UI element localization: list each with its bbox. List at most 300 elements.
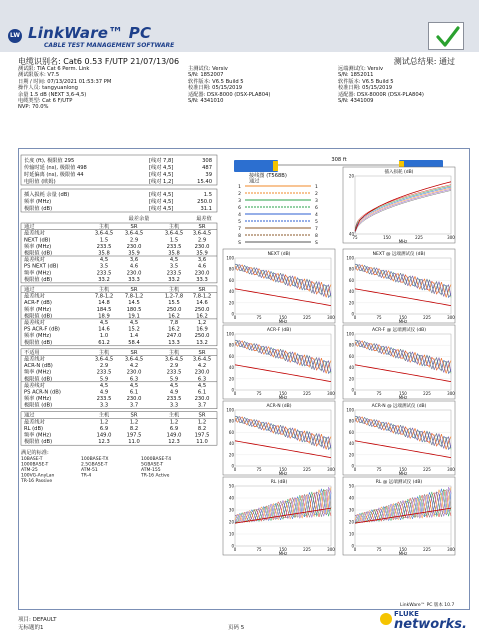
table-row-label: 频率 (MHz): [24, 369, 52, 376]
summary-field: 操作人员: tangyuanlong: [18, 85, 78, 92]
graph-ytick: 0: [231, 387, 234, 393]
wiremap-left-pin: 3: [238, 199, 241, 204]
table-cell: 2.9: [99, 363, 109, 370]
graph-ytick: 100: [226, 255, 234, 261]
graph-title: NEXT (dB): [267, 252, 291, 257]
graph-ytick: 40: [348, 365, 354, 371]
graph-ytick: 40: [348, 231, 354, 237]
graph-xtick: 150: [279, 391, 287, 396]
version-label: LinkWare™ PC 版本 10.7: [400, 603, 455, 608]
graph-frame: [223, 249, 335, 323]
table-cell: 8.2: [197, 426, 207, 432]
table-cell: 250.0: [194, 306, 210, 313]
column-header: SR: [198, 286, 206, 293]
table-cell: 233.5: [96, 369, 112, 376]
table-cell: 250.0: [166, 306, 182, 313]
graph-xtick: 300: [327, 315, 335, 320]
graph-xtick: 300: [327, 467, 335, 472]
table-cell: 35.9: [196, 250, 208, 257]
column-header: 主机: [168, 286, 180, 293]
table-cell: 3.7: [129, 402, 139, 409]
column-header: 主机: [98, 224, 110, 230]
graph-frame: [343, 401, 455, 475]
wiremap-right-pin: 7: [315, 227, 318, 232]
graph-ytick: 60: [228, 277, 234, 283]
summary-field: 软件版本: V6.5 Build 5: [188, 78, 244, 85]
table-status: 不适用: [24, 349, 40, 356]
table-cell: 33.2: [168, 276, 180, 283]
compliance-item: 5GBASE-T: [141, 462, 164, 468]
table-row-label: 最差线对: [24, 356, 45, 363]
fluke-swoosh-icon: [380, 613, 392, 625]
graph-ytick: 40: [228, 495, 234, 501]
summary-field: 余量 1.5 dB (NEXT 3,6-4,5): [18, 91, 87, 98]
graph-ytick: 20: [228, 519, 234, 525]
table-row-label: 极限值 (dB): [24, 376, 53, 383]
graph-ytick: 10: [228, 531, 234, 537]
table-cell: 3.3: [169, 402, 179, 409]
graph-xtick: 225: [303, 467, 311, 472]
graph-xtick: 225: [423, 391, 431, 396]
graph-xtick: 300: [447, 467, 455, 472]
graph-ytick: 80: [348, 342, 354, 348]
graph-frame: [343, 167, 455, 243]
column-header: SR: [198, 224, 206, 230]
graph-frame: [223, 325, 335, 399]
summary-field: 校准日期: 05/15/2019: [338, 85, 393, 92]
graph-ytick: 20: [348, 519, 354, 525]
table-cell: 16.2: [168, 313, 180, 320]
graph-ytick: 50: [228, 483, 234, 489]
table-cell: 230.0: [126, 270, 142, 277]
table-cell: 197.5: [194, 432, 210, 439]
table-cell: 12.3: [98, 439, 110, 446]
graph-xtick: 150: [399, 467, 407, 472]
graph-ytick: 100: [226, 407, 234, 413]
column-header: 主机: [98, 286, 110, 293]
table-cell: 149.0: [96, 432, 112, 439]
table-cell: 4,5: [129, 320, 139, 326]
graph-ytick: 60: [348, 429, 354, 435]
wiremap-left-pin: 5: [238, 220, 241, 225]
il-value: 1.5: [203, 192, 212, 198]
graph-ytick: 100: [226, 331, 234, 337]
summary-field: S/N: 4341010: [188, 98, 224, 104]
wiremap-right-pin: 3: [315, 199, 318, 204]
summary-field: 适配器: DSX-8000R (DSX-PLA804): [338, 91, 424, 98]
table-status: 通过: [24, 224, 35, 230]
column-header: SR: [130, 286, 138, 293]
compliance-item: TR-16 Active: [141, 473, 170, 479]
table-row-label: 极限值 (dB): [24, 402, 53, 409]
table-cell: 230.0: [194, 270, 210, 277]
table-row-label: ACR-N (dB): [24, 363, 53, 370]
table-cell: 4.6: [197, 263, 207, 270]
table-cell: 61.2: [98, 339, 110, 346]
table-cell: 13.3: [168, 339, 180, 346]
graph-frame: [343, 325, 455, 399]
graph-xtick: 225: [303, 547, 311, 552]
table-cell: 1,2: [99, 419, 109, 426]
table-row-label: PS NEXT (dB): [24, 263, 59, 270]
graph-ytick: 20: [348, 376, 354, 382]
il-value: 31.1: [200, 206, 212, 212]
graph-ytick: 40: [228, 441, 234, 447]
wiremap-status: 通过: [249, 178, 260, 185]
compliance-item: 1000BASE-T4: [141, 457, 172, 463]
table-cell: 6.3: [197, 376, 207, 383]
graph-xtick: 150: [399, 315, 407, 320]
table-cell: 5.9: [169, 376, 179, 383]
table-row-label: 频率 (MHz): [24, 306, 52, 313]
summary-field: 适配器: DSX-8000 (DSX-PLA804): [188, 91, 271, 98]
graph-xtick: 0: [233, 547, 237, 552]
wiremap-title: 接线图 (T568B): [249, 173, 287, 179]
wiremap-left-pin: 4: [238, 213, 241, 218]
graph-ytick: 20: [228, 452, 234, 458]
graph-ytick: 30: [348, 507, 354, 513]
table-cell: 230.0: [194, 243, 210, 250]
graph-xtick: 0: [353, 467, 357, 472]
brand-tagline: CABLE TEST MANAGEMENT SOFTWARE: [44, 42, 175, 49]
graph-xtick: 225: [303, 315, 311, 320]
project-label: 项目: DEFAULT: [18, 617, 57, 623]
graph-xlabel: MHz: [398, 239, 408, 244]
table-cell: 1,2-7,8: [164, 293, 184, 300]
check-icon: [428, 22, 464, 50]
table-cell: 11.0: [196, 439, 208, 446]
il-label: 极限值 (dB): [24, 206, 53, 212]
table-row-label: 极限值 (dB): [24, 339, 53, 346]
graph-xtick: 150: [279, 315, 287, 320]
table-cell: 2.9: [197, 237, 207, 244]
column-header: 主机: [98, 412, 110, 419]
summary-field: S/N: 4341009: [338, 98, 374, 104]
graph-xtick: 0: [353, 547, 357, 552]
wiremap-right-pin: S: [315, 241, 318, 246]
table-row-label: 最差线对: [24, 419, 45, 426]
length-label: 电阻值 (欧姆): [24, 179, 56, 185]
graph-ytick: 10: [348, 531, 354, 537]
table-cell: 1.4: [129, 333, 139, 340]
table-cell: 4.9: [99, 389, 109, 396]
table-cell: 33.3: [128, 276, 140, 283]
summary-field: 远端测试仪: Versiv: [338, 66, 384, 72]
worst-header: 最差值: [196, 216, 212, 222]
graph-title: NEXT @ 远端测试仪 (dB): [372, 252, 426, 257]
table-cell: 4.2: [129, 363, 139, 370]
table-cell: 3,6-4,5: [164, 356, 184, 363]
brand-name: LinkWare™ PC: [28, 24, 152, 42]
table-cell: 247.0: [166, 333, 182, 340]
table-cell: 18.9: [98, 313, 110, 320]
compliance-item: TR-16 Passive: [21, 479, 53, 485]
length-label: 长度 (ft), 极限值 295: [24, 158, 75, 164]
table-row-label: 最差线对: [24, 257, 45, 264]
linkware-logo-icon: LW: [8, 29, 22, 43]
graph-ytick: 80: [228, 342, 234, 348]
graph-xlabel: MHz: [398, 319, 408, 324]
table-cell: 233.5: [166, 243, 182, 250]
graph-ytick: 0: [231, 463, 234, 469]
graph-xtick: 150: [279, 467, 287, 472]
table-cell: 7,8-1,2: [124, 293, 144, 300]
graph-ytick: 60: [348, 353, 354, 359]
table-cell: 14.8: [98, 300, 110, 307]
table-row-label: 频率 (MHz): [24, 396, 52, 403]
graph-ytick: 100: [346, 407, 354, 413]
graph-ytick: 0: [351, 387, 354, 393]
table-cell: 12.3: [168, 439, 180, 446]
table-status: 通过: [24, 286, 35, 293]
table-cell: 14.5: [128, 300, 140, 307]
wiremap-right-pin: 6: [315, 206, 318, 211]
table-cell: 149.0: [166, 432, 182, 439]
graph-xtick: 225: [415, 235, 423, 240]
table-cell: 4,5: [129, 382, 139, 389]
graph-xtick: 0: [353, 315, 357, 320]
table-cell: 3,6-4,5: [124, 230, 144, 237]
column-header: SR: [198, 349, 206, 356]
table-cell: 180.5: [126, 306, 142, 313]
table-cell: 33.3: [196, 276, 208, 283]
column-header: 主机: [98, 349, 110, 356]
graph-xtick: 75: [376, 467, 382, 472]
compliance-item: 2.5GBASE-T: [81, 462, 108, 468]
graph-title: RL @ 远端测试仪 (dB): [375, 480, 423, 485]
il-value: 250.0: [197, 199, 212, 205]
table-cell: 4,5: [169, 257, 179, 264]
table-cell: 3.7: [197, 402, 207, 409]
table-cell: 35.9: [128, 250, 140, 257]
table-row-label: ACR-F (dB): [24, 300, 52, 307]
table-cell: 250.0: [194, 333, 210, 340]
table-cell: 3.5: [169, 263, 179, 270]
table-cell: 3,6-4,5: [94, 356, 114, 363]
table-row-label: PS ACR-F (dB): [24, 326, 60, 333]
table-row-label: NEXT (dB): [24, 237, 51, 244]
table-cell: 3.3: [99, 402, 109, 409]
graph-ytick: 100: [346, 331, 354, 337]
graph-ytick: 40: [228, 289, 234, 295]
table-row-label: 极限值 (dB): [24, 439, 53, 446]
table-cell: 233.5: [96, 243, 112, 250]
summary-field: S/N: 1852007: [188, 72, 224, 79]
graph-title: ACR-F @ 远端测试仪 (dB): [371, 328, 427, 333]
wiremap-left-pin: 2: [238, 192, 241, 197]
graph-xtick: 75: [352, 235, 358, 240]
table-cell: 230.0: [194, 396, 210, 403]
graph-xlabel: MHz: [398, 551, 408, 556]
table-cell: 4,5: [99, 382, 109, 389]
table-cell: 6.3: [129, 376, 139, 383]
summary-field: S/N: 1852011: [338, 72, 374, 79]
fluke-logo: [380, 610, 470, 636]
wiremap-left-pin: 8: [238, 234, 241, 239]
table-cell: 6.9: [99, 426, 109, 432]
summary-field: 校准日期: 05/15/2019: [188, 85, 243, 92]
graph-title: ACR-N @ 远端测试仪 (dB): [371, 404, 427, 409]
graph-xtick: 75: [376, 547, 382, 552]
table-row-label: 频率 (MHz): [24, 270, 52, 277]
graph-title: ACR-F (dB): [266, 328, 292, 333]
graph-xtick: 0: [353, 391, 357, 396]
summary-field: 主测试仪: Versiv: [188, 66, 228, 72]
compliance-item: 1000BASE-T: [21, 462, 49, 468]
table-cell: 233.5: [166, 369, 182, 376]
graph-xtick: 225: [423, 547, 431, 552]
table-cell: 15.2: [128, 326, 140, 333]
graph-ytick: 30: [228, 507, 234, 513]
wiremap-left-pin: S: [238, 241, 241, 246]
wiremap-left-pin: 6: [238, 206, 241, 211]
table-cell: 184.5: [96, 306, 112, 313]
length-value: 487: [202, 165, 212, 171]
graph-ytick: 20: [348, 300, 354, 306]
table-cell: 4.2: [197, 363, 207, 370]
graph-xtick: 300: [447, 235, 455, 240]
table-cell: 3,6-4,5: [192, 230, 212, 237]
graph-xtick: 300: [447, 547, 455, 552]
graph-xlabel: MHz: [278, 319, 288, 324]
table-row-label: 极限值 (dB): [24, 250, 53, 257]
column-header: SR: [130, 224, 138, 230]
wiremap-left-pin: 7: [238, 227, 241, 232]
graph-xtick: 300: [327, 391, 335, 396]
table-cell: 13.2: [196, 339, 208, 346]
length-pair: [线对 1,2]: [149, 179, 174, 185]
graph-xlabel: MHz: [278, 471, 288, 476]
main-tester-icon: [234, 160, 278, 172]
table-cell: 4.9: [169, 389, 179, 396]
report-header: [0, 0, 479, 52]
graph-ytick: 40: [348, 289, 354, 295]
table-cell: 197.5: [126, 432, 142, 439]
graph-ytick: 100: [346, 255, 354, 261]
il-pair: [线对 4,5]: [149, 192, 174, 198]
table-row-label: 最差线对: [24, 382, 45, 389]
graph-frame: [343, 249, 455, 323]
wiremap-left-pin: 1: [238, 185, 241, 190]
summary-field: 测试限: TIA Cat 6 Perm. Link: [18, 66, 90, 72]
graph-ytick: 20: [348, 173, 354, 179]
graph-ytick: 50: [348, 483, 354, 489]
column-header: SR: [198, 412, 206, 419]
length-pair: [线对 7,8]: [149, 158, 174, 164]
table-cell: 3,6-4,5: [192, 356, 212, 363]
table-row-label: 频率 (MHz): [24, 333, 52, 340]
cable-length-label: 308 ft: [331, 157, 347, 163]
summary-field: 测试限版本: V7.5: [18, 72, 60, 79]
graph-xtick: 0: [233, 467, 237, 472]
graph-xtick: 150: [399, 547, 407, 552]
table-cell: 35.8: [168, 250, 180, 257]
table-cell: 4,5: [169, 382, 179, 389]
table-cell: 1.5: [169, 237, 179, 244]
main-tester-port-icon: [273, 161, 278, 171]
table-cell: 230.0: [126, 396, 142, 403]
compliance-item: ATM-25: [21, 468, 38, 474]
il-label: 插入损耗 余量 (dB): [24, 192, 70, 198]
il-pair: [线对 4,5]: [149, 206, 174, 212]
compliance-item: 100BASE-TX: [81, 457, 109, 463]
report-body: [18, 148, 470, 610]
graph-ytick: 0: [231, 311, 234, 317]
graph-ytick: 0: [351, 543, 354, 549]
summary-field: NVP: 70.0%: [18, 104, 49, 111]
column-header: SR: [130, 412, 138, 419]
graph-xlabel: MHz: [278, 395, 288, 400]
table-cell: 4,5: [99, 320, 109, 326]
table-cell: 16.2: [196, 313, 208, 320]
table-cell: 1,2: [169, 419, 179, 426]
graph-ytick: 0: [351, 463, 354, 469]
table-cell: 33.2: [98, 276, 110, 283]
table-cell: 7,8-1,2: [94, 293, 114, 300]
table-row-label: 最差线对: [24, 230, 45, 237]
table-cell: 230.0: [126, 369, 142, 376]
graph-xtick: 75: [256, 391, 262, 396]
column-header: 主机: [168, 349, 180, 356]
table-row-label: 最差线对: [24, 293, 45, 300]
fluke-sub: networks.: [394, 617, 467, 632]
table-cell: 15.5: [168, 300, 180, 307]
table-cell: 2.9: [129, 237, 139, 244]
compliance-item: 10BASE-T: [21, 457, 43, 463]
table-cell: 1.0: [99, 333, 109, 340]
table-row-label: PS ACR-N (dB): [24, 389, 61, 396]
table-row-label: 频率 (MHz): [24, 243, 52, 250]
wiremap-right-pin: 8: [315, 234, 318, 239]
table-cell: 1,2: [197, 320, 207, 326]
table-cell: 35.8: [98, 250, 110, 257]
summary-field: 电缆类型: Cat 6 F/UTP: [18, 98, 73, 104]
table-cell: 11.0: [128, 439, 140, 446]
graph-xtick: 75: [256, 467, 262, 472]
table-cell: 3,6-4,5: [164, 230, 184, 237]
graph-ytick: 80: [348, 418, 354, 424]
table-cell: 1,2: [129, 419, 139, 426]
graph-ytick: 80: [228, 418, 234, 424]
table-cell: 233.5: [96, 270, 112, 277]
table-cell: 16.2: [168, 326, 180, 333]
graph-ytick: 20: [348, 452, 354, 458]
il-pair: [线对 4,5]: [149, 199, 174, 205]
wiremap-right-pin: 5: [315, 220, 318, 225]
graph-xtick: 225: [303, 391, 311, 396]
graph-xtick: 0: [233, 391, 237, 396]
graph-xtick: 75: [376, 315, 382, 320]
table-cell: 3,6: [129, 257, 139, 264]
length-value: 39: [205, 172, 212, 178]
graph-xlabel: MHz: [398, 471, 408, 476]
graph-xtick: 300: [327, 547, 335, 552]
graph-ytick: 0: [231, 543, 234, 549]
graph-xtick: 225: [423, 467, 431, 472]
fluke-brand: FLUKE: [394, 610, 419, 618]
table-cell: 230.0: [194, 369, 210, 376]
summary-field: 软件版本: V6.5 Build 5: [338, 78, 394, 85]
graph-ytick: 80: [228, 266, 234, 272]
graph-title: ACR-N (dB): [266, 404, 292, 409]
graph-title: 插入损耗 (dB): [384, 170, 414, 175]
table-cell: 3,6: [197, 257, 207, 264]
graph-frame: [223, 401, 335, 475]
graph-xlabel: MHz: [278, 551, 288, 556]
table-cell: 3,6-4,5: [94, 230, 114, 237]
table-cell: 16.9: [196, 326, 208, 333]
table-status: 通过: [24, 412, 35, 419]
